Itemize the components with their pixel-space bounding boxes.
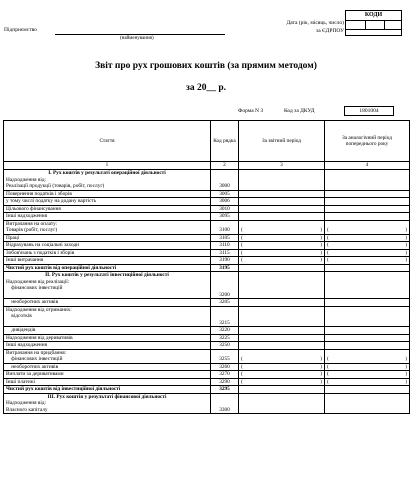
open-paren: ( <box>241 363 243 370</box>
value-cell-previous[interactable] <box>325 170 410 177</box>
table-row <box>4 220 410 227</box>
value-cell-current[interactable] <box>239 257 325 265</box>
value-cell-previous[interactable] <box>325 242 410 250</box>
row-code <box>211 393 239 400</box>
row-article: фінансових інвестицій <box>4 285 211 292</box>
value-cell-previous[interactable] <box>325 363 410 371</box>
parentheses-wrapper <box>327 371 407 378</box>
value-cell-previous[interactable] <box>325 393 410 400</box>
value-cell-previous[interactable] <box>325 292 410 299</box>
close-paren: ) <box>405 378 407 385</box>
row-code: 3115 <box>211 249 239 257</box>
edrpou-label: за ЄДРПОУ <box>316 28 344 34</box>
open-paren: ( <box>241 227 243 233</box>
value-cell-previous[interactable] <box>325 306 410 313</box>
value-cell-current[interactable] <box>239 249 325 257</box>
date-label: Дата (рік, місяць, число) <box>286 20 344 26</box>
date-year-cell[interactable] <box>346 21 366 29</box>
value-cell-current[interactable] <box>239 227 325 234</box>
row-code: 3270 <box>211 371 239 379</box>
row-article: фінансових інвестицій <box>4 356 211 363</box>
close-paren: ) <box>320 371 322 377</box>
open-paren: ( <box>327 356 329 362</box>
row-article: Товарів (робіт, послуг) <box>4 227 211 234</box>
value-cell-previous[interactable] <box>325 227 410 234</box>
value-cell-previous[interactable] <box>325 334 410 342</box>
value-cell-previous[interactable] <box>325 190 410 198</box>
enterprise-label: Підприємство <box>4 27 37 33</box>
parentheses-wrapper <box>241 364 322 371</box>
value-cell-previous[interactable] <box>325 407 410 414</box>
date-code-row <box>346 21 401 30</box>
open-paren: ( <box>327 378 329 385</box>
col-number: 2 <box>211 162 239 170</box>
parentheses-wrapper <box>241 235 322 242</box>
row-code: 3000 <box>211 183 239 190</box>
cashflow-table <box>3 120 410 414</box>
value-cell-previous[interactable] <box>325 386 410 394</box>
value-cell-previous[interactable] <box>325 299 410 307</box>
date-day-cell[interactable] <box>385 21 401 29</box>
table-row <box>4 306 410 313</box>
dkud-label: Код за ДКУД <box>284 108 315 114</box>
parentheses-wrapper <box>327 257 407 264</box>
table-row <box>4 327 410 335</box>
value-cell-current[interactable] <box>239 349 325 356</box>
close-paren: ) <box>405 363 407 370</box>
row-code: 3295 <box>211 386 239 394</box>
name-hint: (найменування) <box>120 36 154 41</box>
table-row <box>4 378 410 386</box>
value-cell-current[interactable] <box>239 272 325 279</box>
table-row <box>4 363 410 371</box>
value-cell-current[interactable] <box>239 220 325 227</box>
table-header-row <box>4 121 410 162</box>
table-row <box>4 242 410 250</box>
close-paren: ) <box>405 227 407 233</box>
row-code: 3100 <box>211 227 239 234</box>
close-paren: ) <box>405 257 407 263</box>
value-cell-previous[interactable] <box>325 349 410 356</box>
row-article: Відрахувань на соціальні заходи <box>4 242 211 250</box>
row-article: Витрачання на придбання: <box>4 349 211 356</box>
value-cell-current[interactable] <box>239 299 325 307</box>
close-paren: ) <box>320 234 322 241</box>
value-cell-previous[interactable] <box>325 264 410 272</box>
value-cell-current[interactable] <box>239 327 325 335</box>
row-code: 3290 <box>211 378 239 386</box>
parentheses-wrapper <box>241 250 322 257</box>
row-code: 3105 <box>211 234 239 242</box>
table-row <box>4 198 410 206</box>
row-article: Надходження від: <box>4 177 211 184</box>
table-row <box>4 190 410 198</box>
row-article: Реалізації продукції (товарів, робіт, послуг) <box>4 183 211 190</box>
open-paren: ( <box>327 363 329 370</box>
row-code <box>211 306 239 313</box>
close-paren: ) <box>320 356 322 362</box>
table-row <box>4 249 410 257</box>
value-cell-previous[interactable] <box>325 327 410 335</box>
value-cell-current[interactable] <box>239 170 325 177</box>
open-paren: ( <box>241 249 243 256</box>
open-paren: ( <box>241 356 243 362</box>
row-article: відсотків <box>4 313 211 320</box>
edrpou-code-row <box>346 30 401 38</box>
value-cell-current[interactable] <box>239 356 325 363</box>
close-paren: ) <box>405 234 407 241</box>
row-code: 3110 <box>211 242 239 250</box>
row-code: 3300 <box>211 407 239 414</box>
value-cell-previous[interactable] <box>325 378 410 386</box>
row-article: Повернення податків і зборів <box>4 190 211 198</box>
value-cell-current[interactable] <box>239 393 325 400</box>
table-row <box>4 205 410 213</box>
row-code: 3190 <box>211 257 239 265</box>
value-cell-previous[interactable] <box>325 249 410 257</box>
value-cell-previous[interactable] <box>325 234 410 242</box>
row-code <box>211 349 239 356</box>
header-article: Стаття <box>4 121 211 162</box>
value-cell-current[interactable] <box>239 292 325 299</box>
row-article: Чистий рух коштів від операційної діяльності <box>4 264 211 272</box>
row-article: Надходження від деривативів <box>4 334 211 342</box>
value-cell-current[interactable] <box>239 386 325 394</box>
table-row <box>4 342 410 350</box>
table-row <box>4 264 410 272</box>
row-article: у тому числі податку на додану вартість <box>4 198 211 206</box>
row-code: 3215 <box>211 320 239 327</box>
value-cell-previous[interactable] <box>325 320 410 327</box>
value-cell-current[interactable] <box>239 363 325 371</box>
row-code: 3220 <box>211 327 239 335</box>
parentheses-wrapper <box>241 227 322 234</box>
close-paren: ) <box>320 249 322 256</box>
close-paren: ) <box>320 378 322 385</box>
row-article: Інші надходження <box>4 213 211 221</box>
table-row <box>4 227 410 234</box>
parentheses-wrapper <box>327 250 407 257</box>
value-cell-current[interactable] <box>239 378 325 386</box>
row-code: 3255 <box>211 356 239 363</box>
value-cell-current[interactable] <box>239 213 325 221</box>
value-cell-current[interactable] <box>239 183 325 190</box>
row-article: Зобов'язань з податків і зборів <box>4 249 211 257</box>
date-month-cell[interactable] <box>366 21 385 29</box>
row-article: Власного капіталу <box>4 407 211 414</box>
open-paren: ( <box>241 257 243 263</box>
table-row <box>4 292 410 299</box>
table-row <box>4 393 410 400</box>
parentheses-wrapper <box>327 227 407 234</box>
value-cell-previous[interactable] <box>325 257 410 265</box>
row-article: Цільового фінансування <box>4 205 211 213</box>
row-article: Інші надходження <box>4 342 211 350</box>
row-article: Чистий рух коштів від інвестиційної діяльності <box>4 386 211 394</box>
parentheses-wrapper <box>241 257 322 264</box>
table-row <box>4 356 410 363</box>
row-article: Надходження від реалізації: <box>4 279 211 286</box>
row-code: 3260 <box>211 363 239 371</box>
parentheses-wrapper <box>327 242 407 249</box>
value-cell-previous[interactable] <box>325 205 410 213</box>
close-paren: ) <box>320 227 322 233</box>
column-numbers-row <box>4 162 410 170</box>
table-row <box>4 299 410 307</box>
close-paren: ) <box>405 371 407 377</box>
row-article: Витрачання на оплату: <box>4 220 211 227</box>
value-cell-previous[interactable] <box>325 272 410 279</box>
value-cell-current[interactable] <box>239 342 325 350</box>
value-cell-previous[interactable] <box>325 342 410 350</box>
value-cell-current[interactable] <box>239 242 325 250</box>
table-row <box>4 272 410 279</box>
table-row <box>4 349 410 356</box>
parentheses-wrapper <box>327 379 407 386</box>
table-row <box>4 257 410 265</box>
table-row <box>4 407 410 414</box>
parentheses-wrapper <box>241 242 322 249</box>
row-code <box>211 272 239 279</box>
row-code: 3005 <box>211 190 239 198</box>
row-code: 3225 <box>211 334 239 342</box>
close-paren: ) <box>405 356 407 362</box>
row-article: Надходження від: <box>4 400 211 407</box>
row-code: 3205 <box>211 299 239 307</box>
value-cell-previous[interactable] <box>325 198 410 206</box>
open-paren: ( <box>241 371 243 377</box>
row-article: II. Рух коштів у результаті інвестиційної діяльності <box>4 272 211 279</box>
value-cell-current[interactable] <box>239 205 325 213</box>
enterprise-name-field[interactable] <box>55 34 225 35</box>
close-paren: ) <box>320 257 322 263</box>
close-paren: ) <box>405 249 407 256</box>
value-cell-current[interactable] <box>239 264 325 272</box>
row-article <box>4 292 211 299</box>
value-cell-current[interactable] <box>239 198 325 206</box>
open-paren: ( <box>327 257 329 263</box>
row-article: Інші платежі <box>4 378 211 386</box>
value-cell-current[interactable] <box>239 234 325 242</box>
parentheses-wrapper <box>241 356 322 363</box>
row-code: 3195 <box>211 264 239 272</box>
value-cell-previous[interactable] <box>325 220 410 227</box>
row-article: необоротних активів <box>4 363 211 371</box>
row-code: 3200 <box>211 292 239 299</box>
row-article: необоротних активів <box>4 299 211 307</box>
value-cell-previous[interactable] <box>325 213 410 221</box>
header-previous: За аналогічний період попереднього року <box>325 121 410 162</box>
table-row <box>4 183 410 190</box>
open-paren: ( <box>327 242 329 248</box>
open-paren: ( <box>241 234 243 241</box>
value-cell-current[interactable] <box>239 190 325 198</box>
row-article: дивідендів <box>4 327 211 335</box>
report-period: за 20__ р. <box>186 83 226 93</box>
value-cell-previous[interactable] <box>325 371 410 379</box>
row-article: Праці <box>4 234 211 242</box>
open-paren: ( <box>241 378 243 385</box>
row-article: Надходження від отриманих: <box>4 306 211 313</box>
value-cell-current[interactable] <box>239 371 325 379</box>
row-code: 3006 <box>211 198 239 206</box>
row-code: 3010 <box>211 205 239 213</box>
header-code: Код рядка <box>211 121 239 162</box>
parentheses-wrapper <box>327 356 407 363</box>
col-number: 4 <box>325 162 410 170</box>
row-article: Інші витрачання <box>4 257 211 265</box>
row-article: I. Рух коштів у результаті операційної діяльності <box>4 170 211 177</box>
value-cell-current[interactable] <box>239 334 325 342</box>
codes-title: КОДИ <box>346 11 401 21</box>
col-number: 1 <box>4 162 211 170</box>
open-paren: ( <box>241 242 243 248</box>
row-article: Виплати за деривативами <box>4 371 211 379</box>
row-article: III. Рух коштів у результаті фінансової діяльності <box>4 393 211 400</box>
value-cell-current[interactable] <box>239 306 325 313</box>
header-current: За звітний період <box>239 121 325 162</box>
close-paren: ) <box>320 363 322 370</box>
row-article <box>4 320 211 327</box>
value-cell-previous[interactable] <box>325 356 410 363</box>
parentheses-wrapper <box>327 364 407 371</box>
value-cell-previous[interactable] <box>325 183 410 190</box>
table-row <box>4 320 410 327</box>
report-title: Звіт про рух грошових коштів (за прямим методом) <box>95 61 317 71</box>
open-paren: ( <box>327 234 329 241</box>
open-paren: ( <box>327 371 329 377</box>
parentheses-wrapper <box>241 371 322 378</box>
open-paren: ( <box>327 227 329 233</box>
col-number: 3 <box>239 162 325 170</box>
edrpou-code-cell[interactable] <box>346 30 401 38</box>
table-row <box>4 334 410 342</box>
row-code <box>211 220 239 227</box>
close-paren: ) <box>320 242 322 248</box>
table-row <box>4 371 410 379</box>
open-paren: ( <box>327 249 329 256</box>
table-row <box>4 213 410 221</box>
dkud-code: 1801004 <box>344 106 394 116</box>
row-code <box>211 170 239 177</box>
value-cell-current[interactable] <box>239 320 325 327</box>
codes-box <box>345 10 402 36</box>
row-code: 3095 <box>211 213 239 221</box>
parentheses-wrapper <box>241 379 322 386</box>
form-number: Форма N 3 <box>238 108 264 114</box>
table-row <box>4 234 410 242</box>
table-row <box>4 386 410 394</box>
row-code: 3250 <box>211 342 239 350</box>
parentheses-wrapper <box>327 235 407 242</box>
value-cell-current[interactable] <box>239 407 325 414</box>
table-row <box>4 170 410 177</box>
close-paren: ) <box>405 242 407 248</box>
